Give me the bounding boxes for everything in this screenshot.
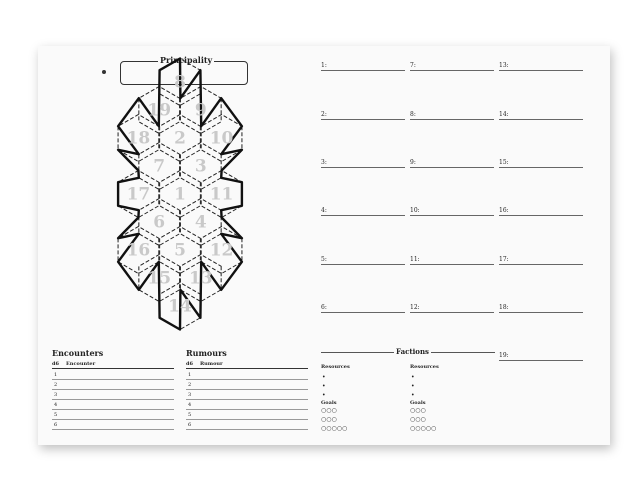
encounters-header	[52, 360, 174, 369]
row-number: 3	[54, 392, 58, 398]
slot-number: 10:	[410, 207, 420, 214]
faction-1-resource[interactable]: •	[322, 374, 326, 381]
row-number: 2	[188, 382, 192, 388]
faction-1-goal-track[interactable]: ○○○○○	[321, 425, 348, 432]
faction-2-goal-track[interactable]: ○○○○○	[410, 425, 437, 432]
slot-number: 9:	[410, 159, 416, 166]
encounters-die: d6	[52, 361, 59, 367]
slot-number: 6:	[321, 304, 327, 311]
hex-number: 9	[194, 100, 207, 121]
location-slot[interactable]	[321, 205, 405, 216]
hex-number: 19	[147, 100, 172, 121]
factions-title: Factions	[396, 347, 429, 356]
hex-number: 13	[188, 268, 213, 289]
slot-number: 1:	[321, 62, 327, 69]
rumours-header	[186, 360, 308, 369]
faction-2-resources-label: Resources	[410, 364, 439, 370]
location-slot[interactable]	[499, 109, 583, 120]
faction-1-resource[interactable]: •	[322, 392, 326, 399]
location-slot[interactable]	[321, 302, 405, 313]
encounters-column-header: Encounter	[66, 361, 96, 367]
row-number: 5	[188, 412, 192, 418]
row-number: 4	[54, 402, 58, 408]
row-number: 1	[188, 372, 192, 378]
slot-number: 4:	[321, 207, 327, 214]
campaign-sheet	[38, 46, 610, 445]
row-number: 5	[54, 412, 58, 418]
faction-2-resource[interactable]: •	[411, 383, 415, 390]
row-number: 3	[188, 392, 192, 398]
encounter-row[interactable]	[52, 419, 174, 430]
row-number: 6	[54, 422, 58, 428]
location-slot[interactable]	[410, 109, 494, 120]
slot-number: 3:	[321, 159, 327, 166]
faction-2-goal-track[interactable]: ○○○	[410, 407, 426, 414]
slot-number: 5:	[321, 256, 327, 263]
faction-2-resource[interactable]: •	[411, 392, 415, 399]
hex-map	[38, 46, 338, 346]
slot-number: 17:	[499, 256, 509, 263]
encounters-title: Encounters	[52, 348, 104, 358]
slot-number: 8:	[410, 111, 416, 118]
hex-number: 7	[153, 156, 166, 177]
location-slot[interactable]	[410, 302, 494, 313]
rumours-die: d6	[186, 361, 193, 367]
slot-number: 2:	[321, 111, 327, 118]
hex-number: 14	[168, 296, 192, 317]
slot-number: 12:	[410, 304, 420, 311]
location-slot[interactable]	[499, 205, 583, 216]
row-number: 4	[188, 402, 192, 408]
location-slot[interactable]	[499, 254, 583, 265]
faction-2-goal-track[interactable]: ○○○	[410, 416, 426, 423]
hex-number: 16	[126, 240, 151, 261]
rumour-row[interactable]	[186, 419, 308, 430]
faction-2-resource[interactable]: •	[411, 374, 415, 381]
faction-1-resources-label: Resources	[321, 364, 350, 370]
location-slot[interactable]	[499, 157, 583, 168]
rumours-column-header: Rumour	[200, 361, 223, 367]
hex-number: 15	[147, 268, 172, 289]
hex-number: 8	[174, 72, 186, 93]
hex-number: 10	[209, 128, 234, 149]
location-slot[interactable]	[499, 60, 583, 71]
location-slot[interactable]	[321, 254, 405, 265]
hex-number: 11	[209, 184, 234, 205]
location-slot[interactable]	[410, 157, 494, 168]
row-number: 2	[54, 382, 58, 388]
location-slot[interactable]	[321, 60, 405, 71]
faction-1-goal-track[interactable]: ○○○	[321, 416, 337, 423]
slot-number: 19:	[499, 352, 509, 359]
location-slot[interactable]	[499, 302, 583, 313]
row-number: 6	[188, 422, 192, 428]
location-slot[interactable]	[321, 157, 405, 168]
slot-number: 16:	[499, 207, 509, 214]
hex-number: 6	[153, 212, 166, 233]
location-slot[interactable]	[410, 205, 494, 216]
hex-number: 12	[209, 240, 234, 261]
rumours-title: Rumours	[186, 348, 227, 358]
location-slot[interactable]	[321, 109, 405, 120]
slot-number: 13:	[499, 62, 509, 69]
location-slot[interactable]	[499, 350, 583, 361]
hex-number: 5	[174, 240, 186, 261]
row-number: 1	[54, 372, 58, 378]
faction-1-goal-track[interactable]: ○○○	[321, 407, 337, 414]
hex-number: 4	[194, 212, 207, 233]
faction-1-resource[interactable]: •	[322, 383, 326, 390]
hex-number: 2	[174, 128, 186, 149]
slot-number: 11:	[410, 256, 420, 263]
principality-title: Principality	[160, 55, 213, 65]
location-slot[interactable]	[410, 60, 494, 71]
slot-number: 7:	[410, 62, 416, 69]
hex-number: 17	[126, 184, 151, 205]
hex-number: 18	[126, 128, 151, 149]
slot-number: 14:	[499, 111, 509, 118]
faction-1-goals-label: Goals	[321, 400, 337, 406]
hex-number: 3	[194, 156, 207, 177]
faction-2-goals-label: Goals	[410, 400, 426, 406]
slot-number: 15:	[499, 159, 509, 166]
hex-number: 1	[174, 184, 186, 205]
slot-number: 18:	[499, 304, 509, 311]
location-slot[interactable]	[410, 254, 494, 265]
